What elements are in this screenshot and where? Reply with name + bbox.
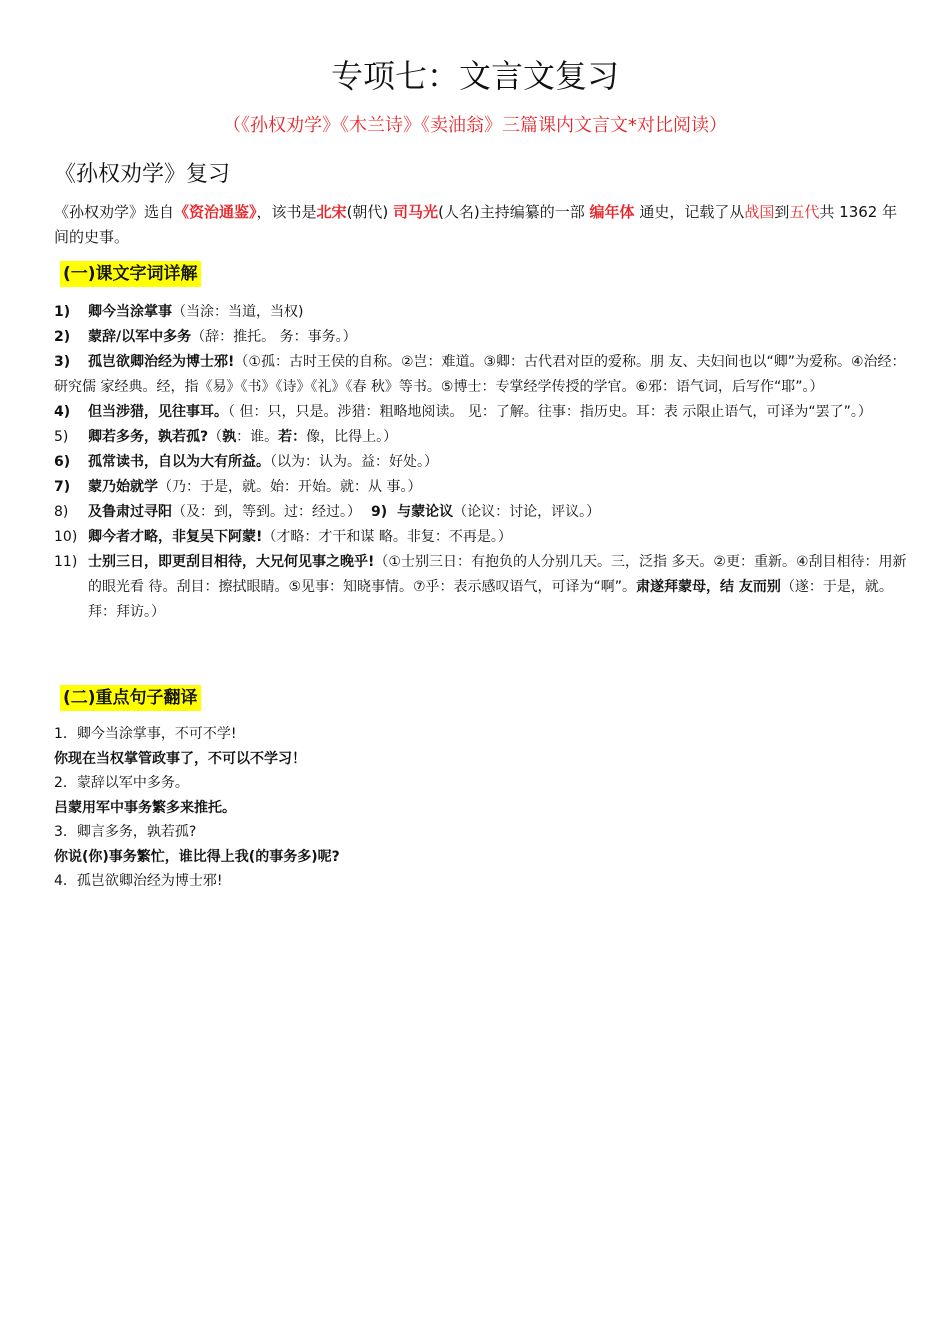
item-note: ：谁。 [236,429,279,445]
item-number: 5) [54,429,69,445]
vocab-item [54,425,909,450]
section-title: 《孙权劝学》复习 [54,162,231,187]
vocab-item [54,525,909,550]
translation-question: 2．蒙辞以军中多务。 [54,775,189,791]
item-sentence: 卿若多务，孰若孤? [88,429,209,445]
item-note: （遂：于是，就。拜：拜访。） [88,579,893,620]
part2-heading: (二)重点句子翻译 [60,685,201,711]
vocab-item [54,300,909,325]
vocab-item [54,450,909,475]
translation-question: 1．卿今当涂掌事，不可不学! [54,726,237,742]
page-subtitle: （《孙权劝学》《木兰诗》《卖油翁》三篇课内文言文*对比阅读） [223,115,727,136]
item-note: （及：到，等到。过：经过。） [172,504,361,520]
item-sentence: 卿今者才略，非复吴下阿蒙! [88,529,263,545]
item-number: 3) [54,354,71,370]
vocab-item [54,400,909,425]
item-sentence: 与蒙论议 [397,504,454,520]
source-book: 《资治通鉴》 [174,203,257,221]
part1-heading: (一)课文字词详解 [60,261,201,287]
item-note: （ [208,429,223,445]
vocab-item [54,475,909,500]
item-note: 像，比得上。） [306,429,398,445]
intro-text: (人名)主持编纂的一部 [438,203,590,221]
item-word: 孰 [222,429,237,445]
item-note: （论议：讨论，评议。） [453,504,601,520]
vocab-item [54,325,909,350]
translation-question: 3．卿言多务，孰若孤? [54,824,197,840]
item-sentence: 蒙乃始就学 [88,479,158,495]
item-sentence: 但当涉猎，见往事耳。 [88,404,228,420]
vocab-item [54,350,909,400]
period-to: 五代 [789,203,820,221]
intro-text: 通史，记载了从 [634,203,745,221]
item-sentence: 孤常读书，自以为大有所益。 [88,454,270,470]
intro-text: (朝代) [346,203,394,221]
item-sentence: 蒙辞/以军中多务 [88,329,192,345]
item-note: （ 但：只，只是。涉猎：粗略地阅读。 见：了解。往事：指历史。耳：表 示限止语气，可译为“罢了”。） [228,404,872,420]
item-note: （乃：于是，就。始：开始。就：从 事。） [158,479,422,495]
intro-text: 共 1362 年间的史事。 [54,203,898,246]
translation-answer: 吕蒙用军中事务繁多来推托。 [54,799,236,816]
item-sentence: 孤岂欲卿治经为博士邪! [88,354,235,370]
item-note: （当涂：当道，当权) [172,304,304,320]
item-number: 10) [54,529,78,545]
translation-list [54,722,909,894]
item-number: 7) [54,479,71,495]
item-note: （辞：推托。 务：事务。） [191,329,357,345]
genre-name: 编年体 [589,203,635,221]
vocab-list [54,300,909,625]
item-note: （才略：才干和谋 略。非复：不再是。） [262,529,512,545]
vocab-item [54,500,909,525]
item-number: 4) [54,404,71,420]
author-name: 司马光 [393,203,439,221]
intro-text: 《孙权劝学》选自 [54,203,175,221]
intro-paragraph [54,200,904,250]
intro-text: 到 [774,203,790,221]
item-number: 2) [54,329,71,345]
period-from: 战国 [744,203,775,221]
item-number: 9) [371,504,388,520]
translation-answer: 你说(你)事务繁忙，谁比得上我(的事务多)呢? [54,848,340,865]
item-number: 8) [54,504,69,520]
item-word: 若： [278,429,307,445]
item-note: （①士别三日：有抱负的人分别几天。三，泛指 多天。②更：重新。④刮目相待：用新的眼光看 待。刮目：擦拭眼睛。⑤见事：知晓事情。⑦乎：表示感叹语气，可译为“啊”。 [88,554,907,595]
page-title: 专项七：文言文复习 [330,57,619,95]
item-sentence: 肃遂拜蒙母，结 友而别 [636,579,781,595]
translation-question: 4．孤岂欲卿治经为博士邪! [54,873,223,889]
item-sentence: 卿今当涂掌事 [88,304,172,320]
item-note: （以为：认为。益：好处。） [270,454,438,470]
item-number: 1) [54,304,71,320]
item-sentence: 及鲁肃过寻阳 [88,504,172,520]
dynasty-name: 北宋 [316,203,347,221]
item-note: （①孤：古时王侯的自称。②岂：难道。③卿：古代君对臣的爱称。朋 友、夫妇间也以“卿”为爱称。④治经：研究儒 家经典。经，指《易》《书》《诗》《礼》《春 秋》等书。⑤博士：专掌经学传授的学官。⑥邪：语气词，后写作“耶”。） [54,354,906,395]
item-sentence: 士别三日，即更刮目相待，大兄何见事之晚乎! [88,554,375,570]
intro-text: ，该书是 [256,203,317,221]
item-number: 6) [54,454,71,470]
item-number: 11) [54,554,78,570]
translation-answer: 你现在当权掌管政事了，不可以不学习！ [54,750,306,767]
vocab-item [54,550,909,625]
